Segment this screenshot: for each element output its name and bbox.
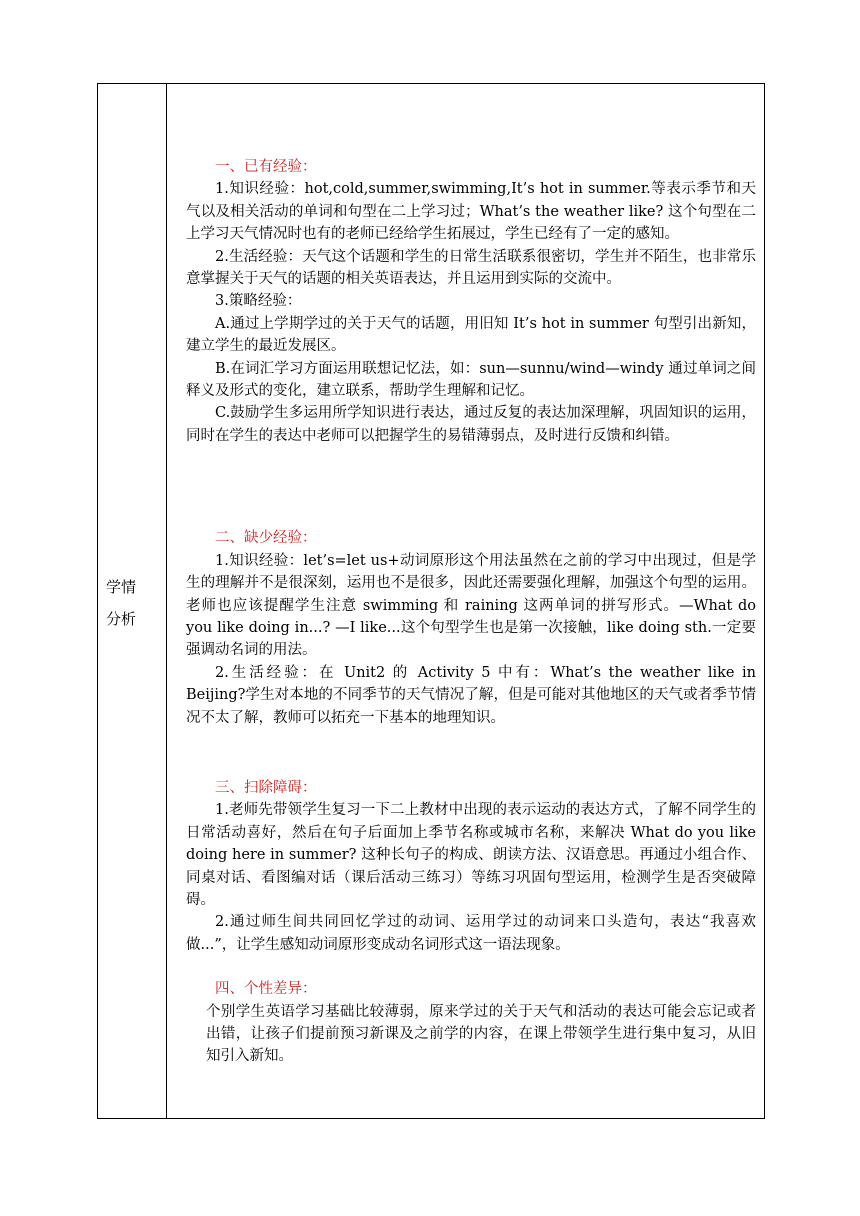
- paragraph: 2.生活经验：天气这个话题和学生的日常生活联系很密切，学生并不陌生，也非常乐意掌握关于天气的话题的相关英语表达，并且运用到实际的交流中。: [186, 248, 756, 288]
- paragraph: 3.策略经验：: [215, 293, 302, 310]
- paragraph: 1.老师先带领学生复习一下二上教材中出现的表示运动的表达方式，了解不同学生的日常活动喜好，然后在句子后面加上季节名称或城市名称，来解决 What do you like doing here in summer? 这种长句子的构成、朗读方法、汉语意思。再通过小组合作、同桌对话、看图编对话（课后活动三练习）等练习巩固句型运用，检测学生是否突破障碍。: [186, 802, 756, 908]
- paragraph: 1.知识经验：let’s=let us+动词原形这个用法虽然在之前的学习中出现过，但是学生的理解并不是很深刻，运用也不是很多，因此还需要强化理解，加强这个句型的运用。老师也应该提醒学生注意 swimming 和 raining 这两单词的拼写形式。—What do you like doing in...? —I like...这个句型学生也是第一次接触，like doing sth.一定要强调动名词的用法。: [186, 552, 756, 659]
- paragraph: 1.知识经验：hot,cold,summer,swimming,It’s hot in summer.等表示季节和天气以及相关活动的单词和句型在二上学习过；What’s the weather like? 这个句型在二上学习天气情况时也有的老师已经给学生拓展过，学生已经有了一定的感知。: [186, 181, 756, 243]
- column-divider: [166, 84, 167, 1118]
- section-heading: 一、已有经验：: [215, 159, 317, 175]
- analysis-table: [97, 83, 765, 1119]
- paragraph: B.在词汇学习方面运用联想记忆法，如：sun—sunnu/wind—windy 通过单词之间释义及形式的变化，建立联系，帮助学生理解和记忆。: [186, 360, 756, 400]
- paragraph: C.鼓励学生多运用所学知识进行表达，通过反复的表达加深理解，巩固知识的运用，同时在学生的表达中老师可以把握学生的易错薄弱点，及时进行反馈和纠错。: [186, 405, 756, 444]
- paragraph: 2.生活经验：在 Unit2 的 Activity 5 中有：What’s the weather like in Beijing?学生对本地的不同季节的天气情况了解，但是可能对其他地区的天气或者季节情况不太了解，教师可以拓充一下基本的地理知识。: [186, 664, 756, 726]
- paragraph: 2.通过师生间共同回忆学过的动词、运用学过的动词来口头造句，表达“我喜欢做...”，让学生感知动词原形变成动名词形式这一语法现象。: [186, 914, 756, 953]
- section-heading: 二、缺少经验：: [215, 530, 317, 547]
- paragraph: 个别学生英语学习基础比较薄弱，原来学过的关于天气和活动的表达可能会忘记或者出错，让孩子们提前预习新课及之前学的内容，在课上带领学生进行集中复习，从旧知引入新知。: [206, 1003, 756, 1065]
- analysis-content: [186, 156, 756, 1068]
- row-label-line2: 分析: [106, 610, 137, 628]
- section-heading: 四、个性差异：: [215, 981, 317, 998]
- paragraph: A.通过上学期学过的关于天气的话题，用旧知 It’s hot in summer 句型引出新知，建立学生的最近发展区。: [186, 315, 756, 355]
- section-heading: 三、扫除障碍：: [215, 779, 317, 796]
- row-label-line1: 学情: [106, 578, 137, 596]
